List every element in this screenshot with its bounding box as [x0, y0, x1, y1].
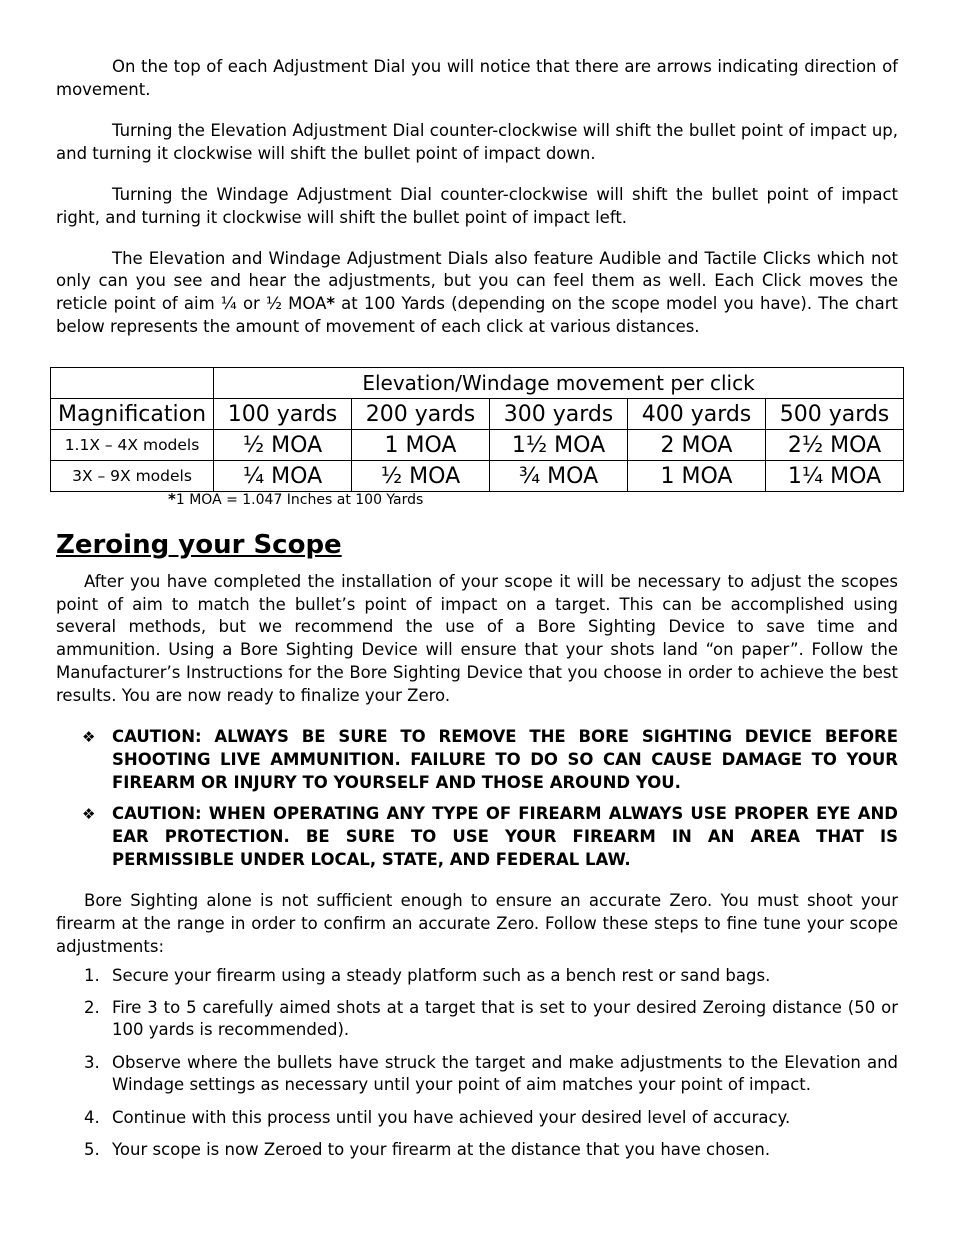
intro-paragraph-arrows: On the top of each Adjustment Dial you will notice that there are arrows indicating direction of movement.	[56, 57, 898, 99]
intro-paragraph-elevation: Turning the Elevation Adjustment Dial counter-clockwise will shift the bullet point of impact up, and turning it clockwise will shift the bullet point of impact down.	[56, 120, 898, 163]
column-header: 400 yards	[628, 399, 766, 430]
footnote-star: *	[326, 294, 335, 314]
column-header: 300 yards	[490, 399, 628, 430]
intro-paragraph-clicks	[56, 248, 898, 339]
table-header-row	[51, 368, 904, 399]
list-item	[56, 965, 898, 988]
caution-text: CAUTION: ALWAYS BE SURE TO REMOVE THE BORE SIGHTING DEVICE BEFORE SHOOTING LIVE AMMUNITION. FAILURE TO DO SO CAN CAUSE DAMAGE TO YOUR FIREARM OR INJURY TO YOURSELF AND THOSE AROUND YOU.	[112, 727, 898, 792]
table-group-header: Elevation/Windage movement per click	[214, 368, 904, 399]
table-column-row	[51, 399, 904, 430]
value-cell: 1 MOA	[628, 461, 766, 492]
value-cell: ½ MOA	[214, 430, 352, 461]
zeroing-paragraph-range: Bore Sighting alone is not sufficient enough to ensure an accurate Zero. You must shoot your firearm at the range in order to confirm an accurate Zero. Follow these steps to fine tune your scope adjustments:	[56, 891, 898, 956]
step-text: Fire 3 to 5 carefully aimed shots at a target that is set to your desired Zeroing distance (50 or 100 yards is recommended).	[112, 997, 898, 1040]
step-number: 5.	[84, 1139, 100, 1159]
value-cell: ¼ MOA	[214, 461, 352, 492]
caution-text: CAUTION: WHEN OPERATING ANY TYPE OF FIREARM ALWAYS USE PROPER EYE AND EAR PROTECTION. BE SURE TO USE YOUR FIREARM IN AN AREA THAT IS PERMISSIBLE UNDER LOCAL, STATE, AND FEDERAL LAW.	[112, 804, 898, 869]
step-number: 3.	[84, 1052, 100, 1072]
list-item	[56, 1107, 898, 1130]
value-cell: 1½ MOA	[490, 430, 628, 461]
footnote-text: 1 MOA = 1.047 Inches at 100 Yards	[175, 492, 424, 508]
step-number: 4.	[84, 1107, 100, 1127]
clicks-text-after: at 100 Yards (depending on the scope model you have). The chart below represents the amount of movement of each click at various distances.	[56, 294, 899, 336]
table-row	[51, 461, 904, 492]
steps-list	[56, 965, 898, 1162]
zeroing-paragraph-intro: After you have completed the installation of your scope it will be necessary to adjust the scopes point of aim to match the bullet’s point of impact on a target. This can be accomplished using several methods, but we recommend the use of a Bore Sighting Device to save time and ammunition. Using a Bore Sighting Device will ensure that your shots land “on paper”. Follow the Manufacturer’s Instructions for the Bore Sighting Device that you choose in order to achieve the best results. You are now ready to finalize your Zero.	[56, 572, 898, 705]
step-text: Your scope is now Zeroed to your firearm at the distance that you have chosen.	[112, 1139, 771, 1159]
step-number: 2.	[84, 997, 100, 1017]
list-item	[56, 1139, 898, 1162]
moa-table	[50, 367, 904, 492]
column-header: 200 yards	[352, 399, 490, 430]
section-title: Zeroing your Scope	[56, 530, 342, 560]
column-header: 100 yards	[214, 399, 352, 430]
model-cell: 3X – 9X models	[51, 461, 214, 492]
step-text: Continue with this process until you have achieved your desired level of accuracy.	[112, 1107, 791, 1127]
table-corner-cell	[51, 368, 214, 399]
value-cell: ¾ MOA	[490, 461, 628, 492]
value-cell: 2 MOA	[628, 430, 766, 461]
column-header: Magnification	[51, 399, 214, 430]
value-cell: 1¼ MOA	[766, 461, 904, 492]
table-row	[51, 430, 904, 461]
diamond-bullet-icon: ❖	[82, 728, 96, 747]
value-cell: ½ MOA	[352, 461, 490, 492]
caution-item	[56, 726, 898, 794]
intro-paragraph-windage: Turning the Windage Adjustment Dial counter-clockwise will shift the bullet point of impact right, and turning it clockwise will shift the bullet point of impact left.	[56, 184, 898, 227]
list-item	[56, 997, 898, 1042]
step-text: Secure your firearm using a steady platform such as a bench rest or sand bags.	[112, 965, 771, 985]
intro-section	[56, 56, 898, 339]
column-header: 500 yards	[766, 399, 904, 430]
step-number: 1.	[84, 965, 100, 985]
value-cell: 2½ MOA	[766, 430, 904, 461]
step-text: Observe where the bullets have struck the target and make adjustments to the Elevation and Windage settings as necessary until your point of aim matches your point of impact.	[112, 1052, 898, 1095]
clicks-text-before: The Elevation and Windage Adjustment Dials also feature Audible and Tactile Clicks which not only can you see and hear the adjustments, but you can feel them as well. Each Click moves the reticle point of aim ¼ or ½ MOA	[56, 248, 898, 314]
caution-item	[56, 803, 898, 871]
zeroing-section	[56, 571, 898, 1171]
table-footnote	[168, 491, 423, 509]
footnote-star: *	[168, 490, 176, 508]
list-item	[56, 1052, 898, 1097]
model-cell: 1.1X – 4X models	[51, 430, 214, 461]
diamond-bullet-icon: ❖	[82, 805, 96, 824]
value-cell: 1 MOA	[352, 430, 490, 461]
